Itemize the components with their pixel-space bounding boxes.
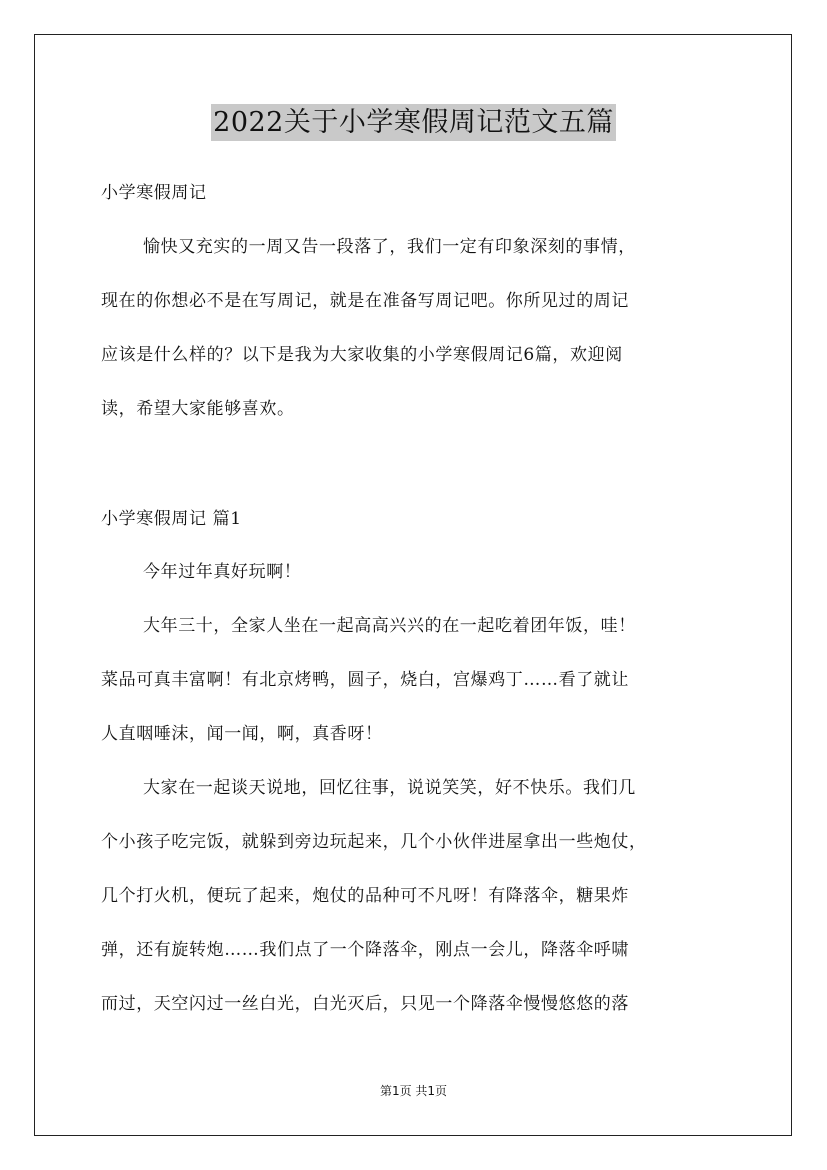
article-line: 菜品可真丰富啊！有北京烤鸭，圆子，烧白，宫爆鸡丁……看了就让 bbox=[101, 670, 629, 690]
article-line: 人直咽唾沫，闻一闻，啊，真香呀！ bbox=[101, 724, 383, 744]
article-line: 大家在一起谈天说地，回忆往事，说说笑笑，好不快乐。我们几 bbox=[143, 778, 636, 798]
intro-line: 读，希望大家能够喜欢。 bbox=[101, 399, 295, 419]
article-line: 几个打火机，便玩了起来，炮仗的品种可不凡呀！有降落伞，糖果炸 bbox=[101, 886, 629, 906]
article-line: 今年过年真好玩啊！ bbox=[143, 562, 302, 582]
article-line: 大年三十，全家人坐在一起高高兴兴的在一起吃着团年饭，哇！ bbox=[143, 616, 636, 636]
section-heading: 小学寒假周记 bbox=[101, 183, 207, 203]
article-line: 而过，天空闪过一丝白光，白光灭后，只见一个降落伞慢慢悠悠的落 bbox=[101, 994, 629, 1014]
article-heading: 小学寒假周记 篇1 bbox=[101, 509, 242, 529]
document-title: 2022关于小学寒假周记范文五篇 bbox=[211, 104, 616, 141]
title-container bbox=[0, 104, 827, 141]
article-line: 弹，还有旋转炮……我们点了一个降落伞，刚点一会儿，降落伞呼啸 bbox=[101, 940, 629, 960]
intro-line: 应该是什么样的？以下是我为大家收集的小学寒假周记6篇，欢迎阅 bbox=[101, 345, 623, 365]
page-footer: 第1页 共1页 bbox=[379, 1084, 448, 1098]
intro-line: 愉快又充实的一周又告一段落了，我们一定有印象深刻的事情， bbox=[143, 237, 636, 257]
article-line: 个小孩子吃完饭，就躲到旁边玩起来，几个小伙伴进屋拿出一些炮仗， bbox=[101, 832, 647, 852]
intro-line: 现在的你想必不是在写周记，就是在准备写周记吧。你所见过的周记 bbox=[101, 291, 629, 311]
